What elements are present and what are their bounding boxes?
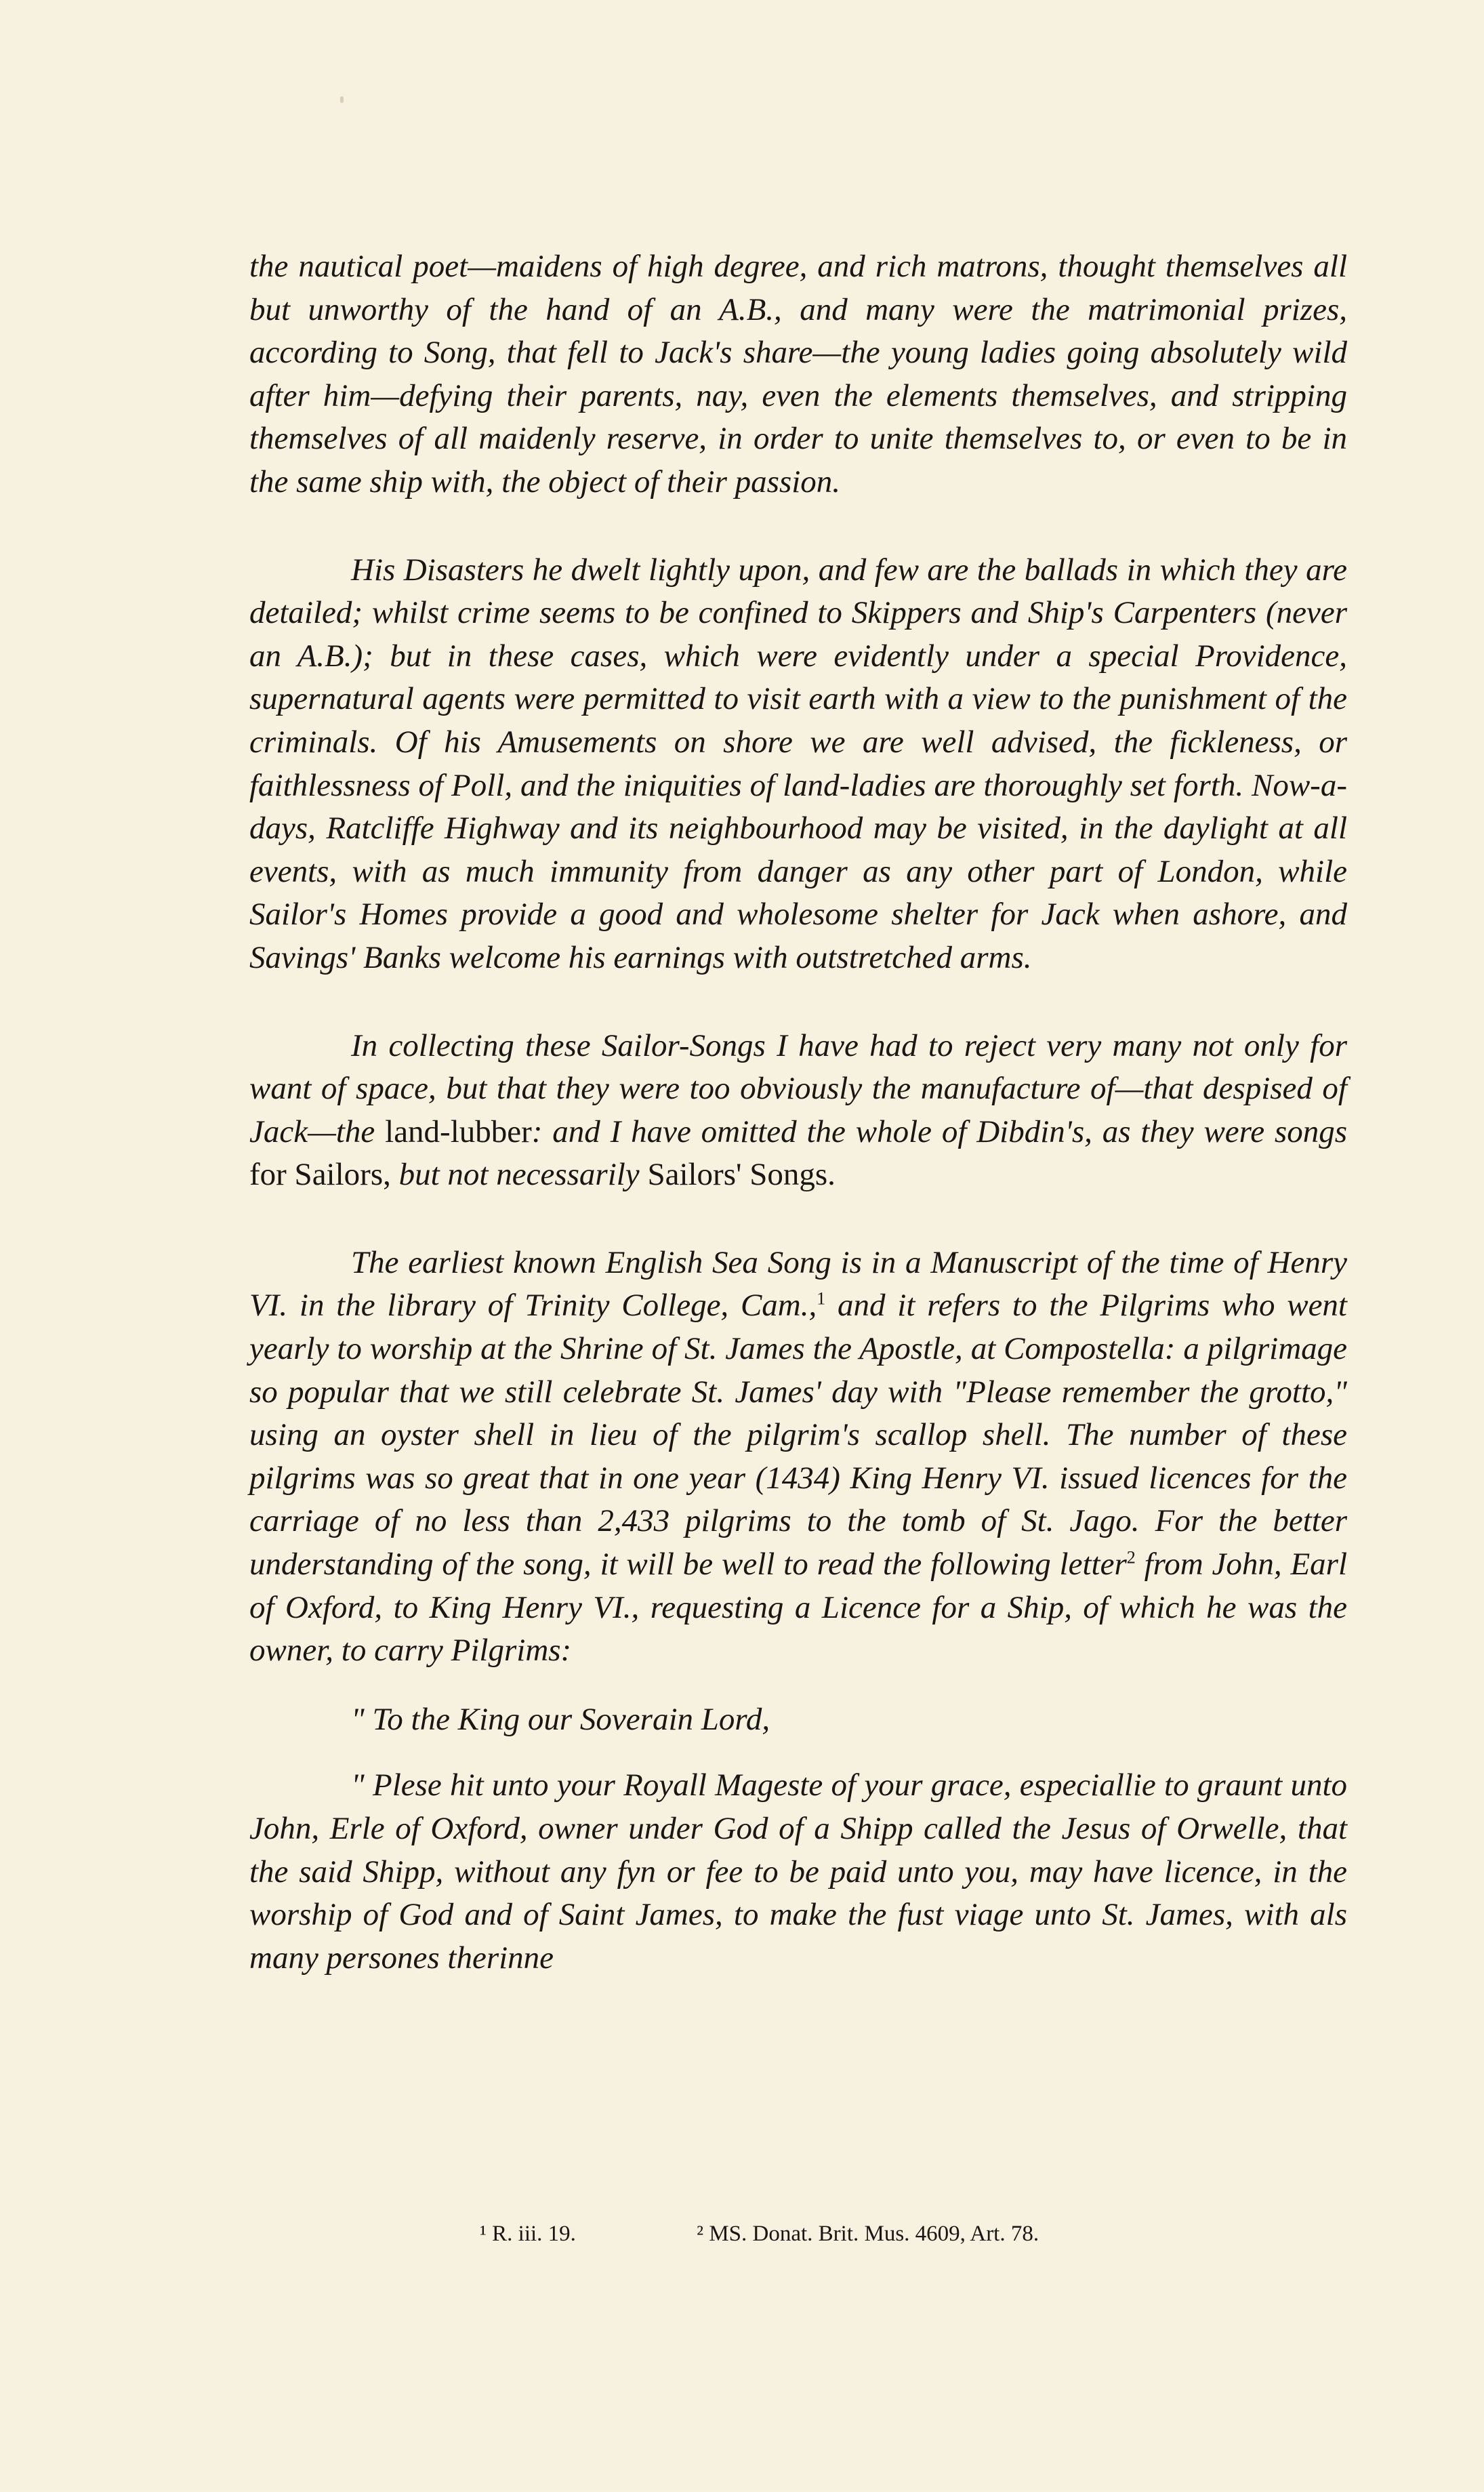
- paragraph-text: the nautical poet—maidens of high degree, and rich matrons, thought themselves all but unworthy of the hand of an A.B., and many were the matrimonial prizes, according to Song, that fell to Jack's share—the young ladies going absolutely wild after him—defying their parents, nay, even the elements themselves, and stripping themselves of all maidenly reserve, in order to unite themselves to, or even to be in the same ship with, the object of their passion.: [249, 249, 1347, 499]
- roman-text: land-lubber: [385, 1114, 532, 1149]
- roman-text: for Sailors,: [249, 1157, 391, 1193]
- footnote-marker: 1: [817, 1288, 826, 1309]
- footnotes: [480, 2222, 1039, 2247]
- paragraph-text: and it refers to the Pilgrims who went yearly to worship at the Shrine of St. James the Apostle, at Compostella: a pilgrimage so popular that we still celebrate St. James' day with "Please remember the grotto," using an oyster shell in lieu of the pilgrim's scallop shell. The number of these pilgrims was so great that in one year (1434) King Henry VI. issued licences for the carriage of no less than 2,433 pilgrims to the tomb of St. Jago. For the better understanding of the song, it will be well to read the following letter: [249, 1288, 1347, 1582]
- paragraph-text: but not necessarily: [398, 1157, 640, 1193]
- letter-salutation: [249, 1698, 1347, 1742]
- paragraph-disasters: [249, 549, 1347, 980]
- paragraph-nautical-poet: [249, 245, 1347, 504]
- footnote-1: ¹ R. iii. 19.: [480, 2222, 576, 2246]
- paragraph-text: His Disasters he dwelt lightly upon, and few are the ballads in which they are detailed; whilst crime seems to be confined to Skippers and Ship's Carpenters (never an A.B.); but in these cases, which were evidently under a special Providence, supernatural agents were permitted to visit earth with a view to the punishment of the criminals. Of his Amusements on shore we are well advised, the fickleness, or faithlessness of Poll, and the iniquities of land-ladies are thoroughly set forth. Now-a-days, Ratcliffe Highway and its neighbourhood may be visited, in the daylight at all events, with as much immunity from danger as any other part of London, while Sailor's Homes provide a good and wholesome shelter for Jack when ashore, and Savings' Banks welcome his earnings with outstretched arms.: [249, 552, 1347, 975]
- paragraph-earliest-song: [249, 1242, 1347, 1673]
- page-speck: [340, 96, 344, 103]
- paragraph-text: " Plese hit unto your Royall Mageste of your grace, especiallie to graunt unto John, Erle of Oxford, owner under God of a Shipp called the Jesus of Orwelle, that the said Shipp, without any fyn or fee to be paid unto you, may have licence, in the worship of God and of Saint James, to make the fust viage unto St. James, with als many persones therinne: [249, 1768, 1347, 1976]
- footnote-2: ² MS. Donat. Brit. Mus. 4609, Art. 78.: [697, 2222, 1039, 2246]
- page-body: [249, 245, 1347, 1980]
- roman-text: Sailors' Songs.: [647, 1157, 836, 1193]
- paragraph-text: In collecting these Sailor-Songs I have had to reject very many not only for want of space, but that they were too obviously the manufacture of—that despised of Jack—the: [249, 1027, 1347, 1149]
- paragraph-text: : and I have omitted the whole of Dibdin's, as they were songs: [531, 1114, 1347, 1149]
- paragraph-collecting: [249, 1025, 1347, 1197]
- letter-body: [249, 1764, 1347, 1980]
- paragraph-text: " To the King our Soverain Lord,: [351, 1701, 770, 1737]
- paragraph-text: from John, Earl of Oxford, to King Henry VI., requesting a Licence for a Ship, of which he was the owner, to carry Pilgrims:: [249, 1547, 1348, 1669]
- paragraph-text: The earliest known English Sea Song is in a Manuscript of the time of Henry VI. in the library of Trinity College, Cam.,: [249, 1244, 1347, 1324]
- footnote-marker: 2: [1126, 1547, 1136, 1568]
